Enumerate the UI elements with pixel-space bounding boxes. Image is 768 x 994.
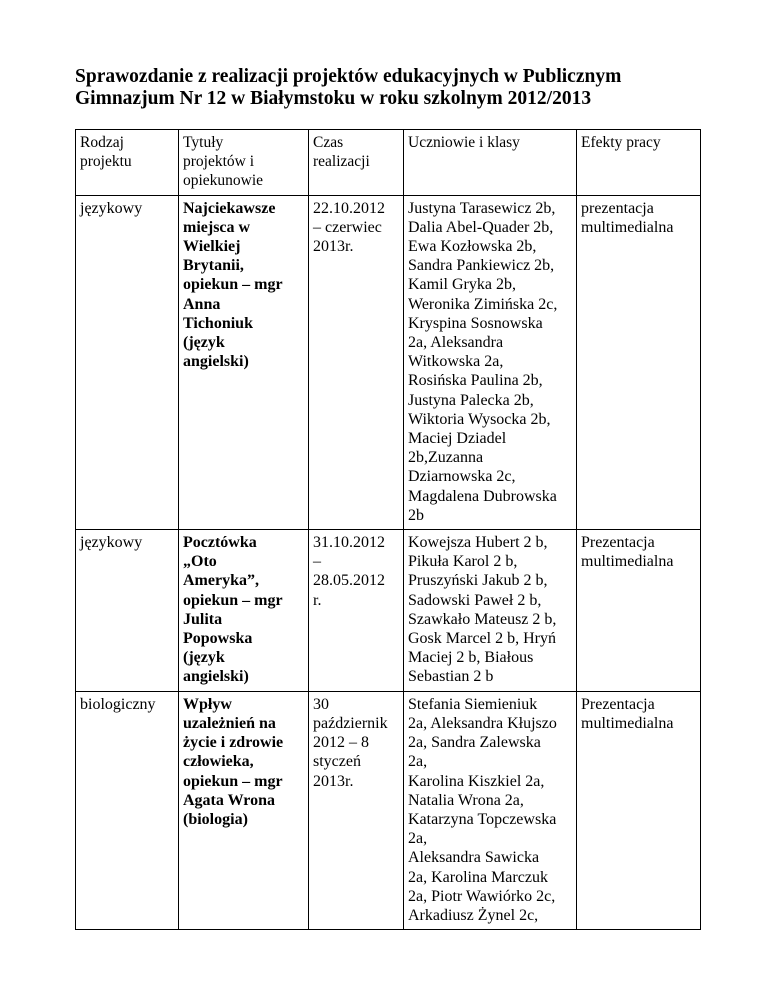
cell-text-line: Karolina Kiszkiel 2a, [408, 772, 545, 790]
cell-students [404, 691, 577, 929]
cell-project-time [309, 530, 404, 692]
cell-students [404, 530, 577, 692]
cell-text-line: Tichoniuk [183, 314, 253, 332]
document-title-line: Gimnazjum Nr 12 w Białymstoku w roku szkolnym 2012/2013 [75, 88, 592, 109]
cell-text-line: Ameryka”, [183, 572, 259, 590]
header-cell-type: Rodzaj projektu [76, 130, 179, 196]
header-cell-title: Tytuły projektów i opiekunowie [179, 130, 309, 196]
cell-text-line: językowy [80, 534, 143, 552]
cell-text-line: 2a, Piotr Wawiórko 2c, [408, 887, 556, 905]
cell-project-time [309, 691, 404, 929]
cell-text-line: Maciej Dziadel [408, 430, 507, 448]
cell-text-line: 2013r. [313, 238, 354, 256]
document-page [75, 66, 700, 930]
cell-text-line: Prezentacja [581, 534, 655, 552]
cell-text-line: Katarzyna Topczewska [408, 810, 557, 828]
cell-project-type [76, 195, 179, 529]
cell-text-line: 2a, Aleksandra [408, 334, 504, 352]
cell-text-line: multimedialna [581, 714, 674, 732]
cell-text-line: Ewa Kozłowska 2b, [408, 238, 537, 256]
cell-project-title [179, 195, 309, 529]
cell-text-line: człowieka, [183, 753, 254, 771]
cell-text-line: 2b,Zuzanna [408, 449, 484, 467]
document-title-line: Sprawozdanie z realizacji projektów edukacyjnych w Publicznym [75, 66, 622, 87]
cell-text-line: Sebastian 2 b [408, 668, 494, 686]
cell-text-line: Arkadiusz Żynel 2c, [408, 906, 539, 924]
cell-text-line: Pruszyński Jakub 2 b, [408, 572, 548, 590]
header-cell-time: Czas realizacji [309, 130, 404, 196]
cell-project-title [179, 691, 309, 929]
cell-text-line: Dalia Abel-Quader 2b, [408, 218, 554, 236]
cell-text-line: Justyna Palecka 2b, [408, 391, 534, 409]
cell-text-line: (język [183, 334, 225, 352]
cell-text-line: Wpływ [183, 695, 232, 713]
cell-text-line: multimedialna [581, 553, 674, 571]
cell-text-line: Prezentacja [581, 695, 655, 713]
cell-text-line: prezentacja [581, 199, 654, 217]
cell-text-line: multimedialna [581, 218, 674, 236]
cell-text-line: Anna [183, 295, 221, 313]
header-cell-effects: Efekty pracy [577, 130, 701, 196]
cell-effects [577, 530, 701, 692]
cell-text-line: (język [183, 649, 225, 667]
cell-text-line: Brytanii, [183, 257, 244, 275]
cell-text-line: 2012 – 8 [313, 734, 369, 752]
cell-text-line: – czerwiec [313, 218, 382, 236]
cell-text-line: Witkowska 2a, [408, 353, 504, 371]
cell-text-line: Julita [183, 610, 223, 628]
cell-text-line: Pocztówka [183, 534, 257, 552]
cell-text-line: 2a, [408, 830, 428, 848]
cell-project-type [76, 530, 179, 692]
cell-text-line: Aleksandra Sawicka [408, 849, 540, 867]
cell-text-line: Stefania Siemieniuk [408, 695, 538, 713]
cell-text-line: językowy [80, 199, 143, 217]
cell-text-line: Sadowski Paweł 2 b, [408, 591, 542, 609]
cell-text-line: Maciej 2 b, Białous [408, 649, 534, 667]
cell-text-line: angielski) [183, 353, 249, 371]
cell-text-line: miejsca w [183, 218, 251, 236]
cell-text-line: 2a, Aleksandra Kłujszo [408, 714, 557, 732]
cell-text-line: Popowska [183, 630, 253, 648]
cell-text-line: 2a, Sandra Zalewska [408, 734, 541, 752]
table-row [76, 691, 701, 929]
cell-text-line: Natalia Wrona 2a, [408, 791, 524, 809]
cell-text-line: opiekun – mgr [183, 772, 283, 790]
cell-project-type [76, 691, 179, 929]
cell-text-line: Gosk Marcel 2 b, Hryń [408, 630, 556, 648]
cell-text-line: 2013r. [313, 772, 354, 790]
cell-project-time [309, 195, 404, 529]
cell-text-line: „Oto [183, 553, 217, 571]
cell-text-line: Rosińska Paulina 2b, [408, 372, 543, 390]
cell-text-line: październik [313, 714, 388, 732]
cell-text-line: 22.10.2012 [313, 199, 385, 217]
cell-text-line: (biologia) [183, 810, 248, 828]
table-header-row [76, 130, 701, 196]
cell-text-line: 30 [313, 695, 329, 713]
cell-text-line: Kryspina Sosnowska [408, 314, 543, 332]
cell-text-line: – [313, 553, 321, 571]
cell-text-line: opiekun – mgr [183, 591, 283, 609]
cell-project-title [179, 530, 309, 692]
cell-text-line: Pikuła Karol 2 b, [408, 553, 518, 571]
cell-text-line: Weronika Zimińska 2c, [408, 295, 558, 313]
document-title [75, 66, 700, 110]
cell-students [404, 195, 577, 529]
cell-text-line: Magdalena Dubrowska [408, 487, 557, 505]
projects-table [75, 129, 701, 930]
cell-text-line: Sandra Pankiewicz 2b, [408, 257, 555, 275]
cell-text-line: styczeń [313, 753, 361, 771]
cell-text-line: 2a, Karolina Marczuk [408, 868, 548, 886]
cell-text-line: r. [313, 591, 322, 609]
cell-text-line: Justyna Tarasewicz 2b, [408, 199, 556, 217]
cell-text-line: Agata Wrona [183, 791, 276, 809]
cell-text-line: uzależnień na [183, 714, 276, 732]
cell-text-line: Kamil Gryka 2b, [408, 276, 516, 294]
cell-text-line: Szawkało Mateusz 2 b, [408, 610, 557, 628]
table-row [76, 530, 701, 692]
cell-text-line: Wielkiej [183, 238, 241, 256]
cell-text-line: Dziarnowska 2c, [408, 468, 516, 486]
table-row [76, 195, 701, 529]
cell-text-line: 31.10.2012 [313, 534, 385, 552]
cell-text-line: 28.05.2012 [313, 572, 385, 590]
cell-text-line: życie i zdrowie [183, 734, 284, 752]
cell-effects [577, 691, 701, 929]
cell-effects [577, 195, 701, 529]
cell-text-line: 2a, [408, 753, 428, 771]
cell-text-line: 2b [408, 506, 424, 524]
cell-text-line: biologiczny [80, 695, 156, 713]
cell-text-line: Kowejsza Hubert 2 b, [408, 534, 548, 552]
cell-text-line: opiekun – mgr [183, 276, 283, 294]
cell-text-line: Najciekawsze [183, 199, 276, 217]
cell-text-line: angielski) [183, 668, 249, 686]
cell-text-line: Wiktoria Wysocka 2b, [408, 410, 551, 428]
header-cell-students: Uczniowie i klasy [404, 130, 577, 196]
